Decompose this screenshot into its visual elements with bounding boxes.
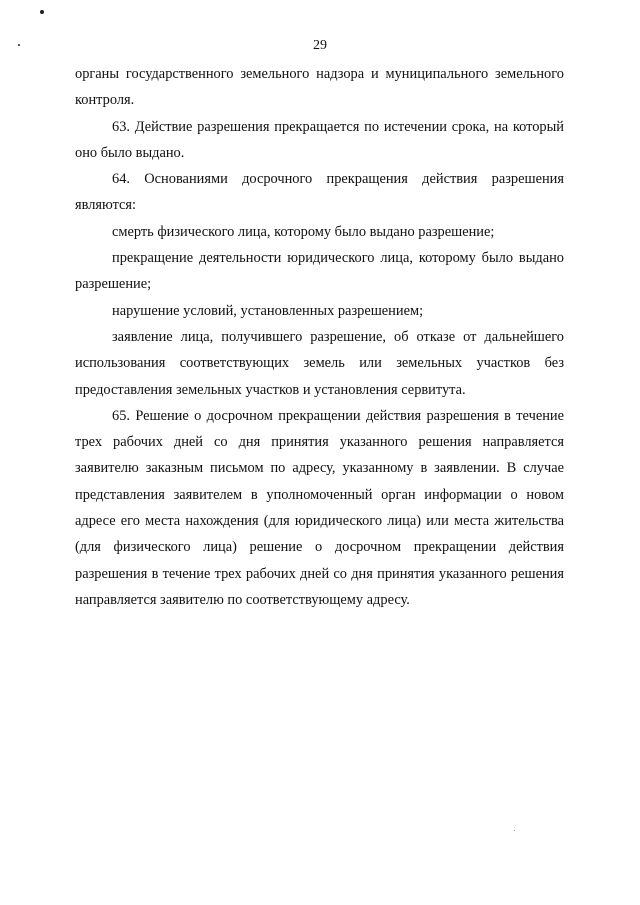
page-number: 29 [313,38,327,53]
list-item-death: смерть физического лица, которому было выдано разрешение; [112,223,495,240]
paragraph-63: 63. Действие разрешения прекращается по истечении срока, на который оно было выдано. [75,118,564,161]
paragraph-65: 65. Решение о досрочном прекращении действия разрешения в течение трех рабочих дней со дня принятия указанного решения направляется заявителю заказным письмом по адресу, указанному в заявлении. В случае представления заявителем в уполномоченный орган информации о новом адресе его места нахождения (для юридического лица) или места жительства (для физического лица) решение о досрочном прекращении действия разрешения в течение трех рабочих дней со дня принятия указанного решения направляется заявителю по соответствующему адресу. [75,407,564,608]
scan-mark [514,830,515,831]
list-item-refusal: заявление лица, получившего разрешение, об отказе от дальнейшего использования соответствующих земель или земельных участков без предоставления земельных участков и установления сервитута. [75,328,564,398]
list-item-termination: прекращение деятельности юридического лица, которому было выдано разрешение; [75,250,564,293]
paragraph-continuation: органы государственного земельного надзора и муниципального земельного контроля. [75,66,564,109]
list-item-violation: нарушение условий, установленных разрешением; [112,302,424,319]
document-body [75,61,564,613]
paragraph-64: 64. Основаниями досрочного прекращения действия разрешения являются: [75,171,564,214]
scan-mark [40,10,44,14]
